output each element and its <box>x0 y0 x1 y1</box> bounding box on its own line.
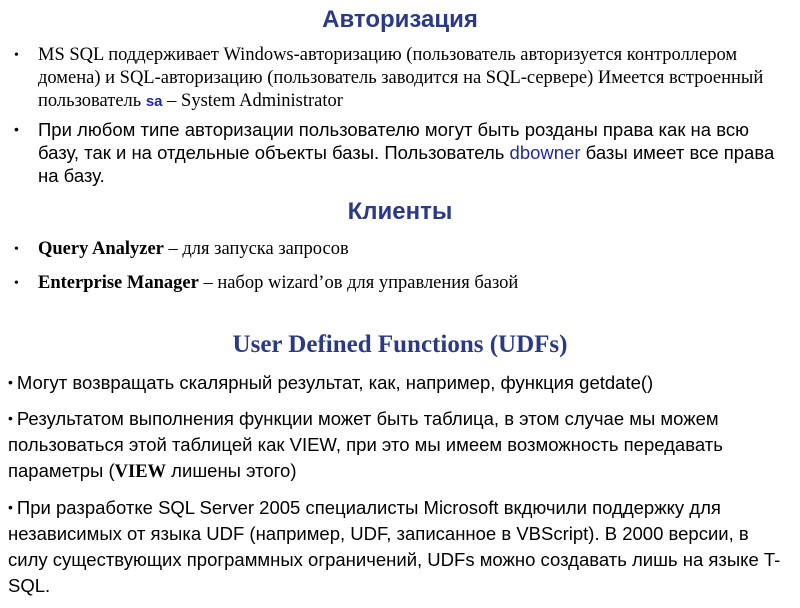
client-desc: – для запуска запросов <box>163 239 349 259</box>
auth-bullet-1-text-a: MS SQL поддерживает Windows-авторизацию (пользователь авторизуется контроллером домена) и SQL-авторизацию (пользователь заводится на SQL-сервере) Имеется встроенный пользователь <box>38 45 764 111</box>
auth-bullet-2-text-a: При любом типе авторизации пользователю могут быть розданы права как на всю базу, так и на отдельные объекты базы. Пользователь <box>38 119 749 163</box>
auth-bullet-list <box>14 44 784 187</box>
udf-bullet-2-text-b: лишены этого) <box>166 460 297 481</box>
bullet-icon: • <box>8 374 13 390</box>
bullet-icon: • <box>14 242 19 257</box>
bullet-icon: • <box>8 410 13 426</box>
view-keyword: VIEW <box>114 462 167 482</box>
auth-bullet-1 <box>14 44 784 113</box>
clients-bullet-list <box>14 238 784 306</box>
udf-bullet-2 <box>8 405 793 485</box>
udf-bullet-1-text: Могут возвращать скалярный результат, как, например, функция getdate() <box>16 372 654 393</box>
bullet-icon: • <box>8 499 13 515</box>
client-desc: – набор wizard’ов для управления базой <box>198 273 519 293</box>
client-name: Enterprise Manager <box>38 273 199 293</box>
bullet-icon: • <box>14 121 19 137</box>
dbowner-keyword: dbowner <box>509 142 581 163</box>
auth-bullet-2-text-b: базы имеет все права на базу. <box>38 142 775 186</box>
client-name: Query Analyzer <box>38 239 164 259</box>
udf-bullet-list <box>8 369 793 608</box>
client-item-enterprise-manager <box>14 272 784 295</box>
udf-bullet-1 <box>8 369 793 396</box>
auth-heading: Авторизация <box>322 6 478 33</box>
bullet-icon: • <box>14 276 19 291</box>
auth-bullet-1-text-b: – System Administrator <box>162 91 343 111</box>
auth-bullet-2 <box>14 118 784 187</box>
sa-keyword: sa <box>145 93 163 110</box>
udf-bullet-2-text-a: Результатом выполнения функции может быть таблица, в этом случае мы можем пользоваться этой таблицей как VIEW, при это мы имеем возможность передавать параметры ( <box>8 408 723 481</box>
bullet-icon: • <box>14 48 19 63</box>
clients-heading: Клиенты <box>347 198 453 225</box>
udf-bullet-3-text: При разработке SQL Server 2005 специалисты Microsoft вкдючили поддержку для независимых от языка UDF (например, UDF, записанное в VBScript). В 2000 версии, в силу существующих программных ограничений, UDFs можно создавать лишь на языке T-SQL. <box>8 497 781 596</box>
client-item-query-analyzer <box>14 238 784 261</box>
udf-bullet-3 <box>8 494 793 599</box>
udf-heading: User Defined Functions (UDFs) <box>232 331 568 358</box>
